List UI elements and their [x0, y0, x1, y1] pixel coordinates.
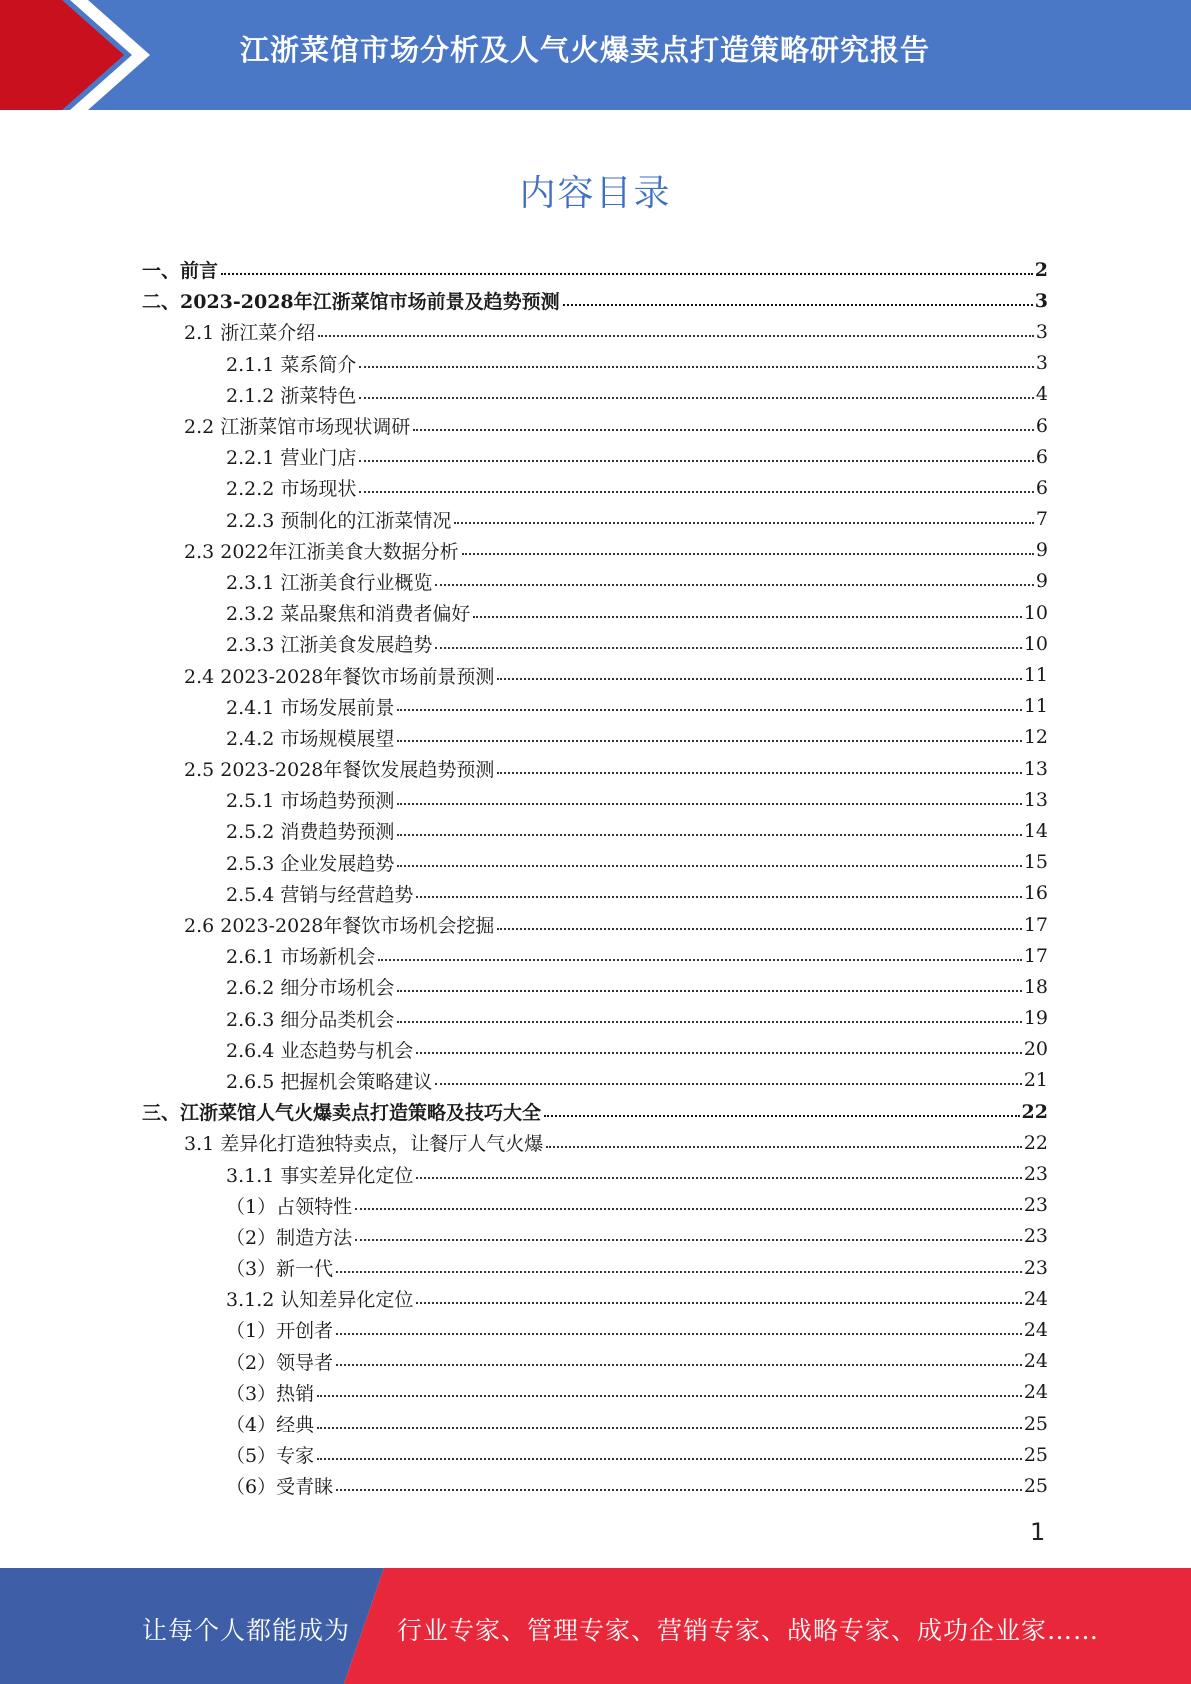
- toc-entry[interactable]: [142, 1252, 1048, 1283]
- toc-dot-leader: [497, 772, 1021, 774]
- toc-entry-label: （6）受青睐: [226, 1476, 334, 1499]
- toc-entry-label: 2.3 2022年江浙美食大数据分析: [184, 540, 459, 563]
- toc-entry-page: 24: [1023, 1350, 1048, 1373]
- toc-entry-label: 2.4 2023-2028年餐饮市场前景预测: [184, 665, 495, 688]
- toc-dot-leader: [413, 429, 1034, 431]
- toc-entry[interactable]: [142, 784, 1048, 815]
- toc-dot-leader: [378, 959, 1021, 961]
- toc-entry-label: 2.5.3 企业发展趋势: [226, 852, 395, 875]
- toc-entry-page: 24: [1023, 1381, 1048, 1404]
- toc-entry-label: （4）经典: [226, 1414, 315, 1437]
- toc-entry[interactable]: [142, 628, 1048, 659]
- toc-entry-label: 2.2.3 预制化的江浙菜情况: [226, 509, 452, 532]
- toc-entry-page: 2: [1034, 258, 1048, 281]
- toc-entry-page: 16: [1023, 882, 1048, 905]
- toc-entry-label: 2.5.4 营销与经营趋势: [226, 883, 414, 906]
- toc-entry[interactable]: [142, 1314, 1048, 1345]
- toc-entry-label: （2）领导者: [226, 1351, 334, 1374]
- toc-dot-leader: [416, 1302, 1021, 1304]
- toc-dot-leader: [435, 1083, 1021, 1085]
- toc-entry-page: 11: [1023, 695, 1048, 718]
- toc-entry[interactable]: [142, 504, 1048, 535]
- toc-entry[interactable]: [142, 971, 1048, 1002]
- toc-entry[interactable]: [142, 753, 1048, 784]
- toc-dot-leader: [416, 1177, 1021, 1179]
- toc-entry-label: 2.5.1 市场趋势预测: [226, 790, 395, 813]
- toc-entry[interactable]: [142, 316, 1048, 347]
- toc-entry-page: 7: [1035, 508, 1048, 531]
- toc-entry-label: （3）新一代: [226, 1258, 334, 1281]
- toc-entry-label: （3）热销: [226, 1382, 315, 1405]
- toc-entry[interactable]: [142, 1439, 1048, 1470]
- toc-entry-label: 2.6.2 细分市场机会: [226, 977, 395, 1000]
- toc-entry-label: 2.1.2 浙菜特色: [226, 384, 357, 407]
- toc-entry-label: （1）开创者: [226, 1320, 334, 1343]
- toc-entry-page: 6: [1035, 476, 1048, 499]
- toc-dot-leader: [397, 1021, 1021, 1023]
- toc-dot-leader: [318, 335, 1034, 337]
- toc-dot-leader: [497, 678, 1021, 680]
- toc-entry-label: 2.1 浙江菜介绍: [184, 322, 316, 345]
- toc-entry[interactable]: [142, 410, 1048, 441]
- toc-entry[interactable]: [142, 285, 1048, 316]
- toc-entry[interactable]: [142, 1158, 1048, 1189]
- toc-dot-leader: [336, 1364, 1022, 1366]
- toc-entry-page: 6: [1035, 414, 1048, 437]
- toc-entry-page: 10: [1023, 632, 1048, 655]
- toc-dot-leader: [397, 990, 1021, 992]
- toc-entry[interactable]: [142, 1377, 1048, 1408]
- toc-entry-page: 3: [1035, 352, 1048, 375]
- table-of-contents: [142, 254, 1048, 1502]
- header-title: 江浙菜馆市场分析及人气火爆卖点打造策略研究报告: [240, 33, 931, 67]
- footer-banner: [0, 1568, 1191, 1684]
- toc-entry-label: （1）占领特性: [226, 1195, 353, 1218]
- toc-entry-page: 23: [1023, 1194, 1048, 1217]
- toc-entry-page: 22: [1021, 1100, 1048, 1123]
- toc-entry[interactable]: [142, 722, 1048, 753]
- toc-entry-page: 24: [1023, 1287, 1048, 1310]
- toc-dot-leader: [317, 1395, 1022, 1397]
- toc-entry-page: 23: [1023, 1225, 1048, 1248]
- toc-entry-page: 23: [1023, 1163, 1048, 1186]
- toc-entry-page: 17: [1023, 944, 1048, 967]
- toc-entry-page: 9: [1035, 570, 1048, 593]
- toc-dot-leader: [359, 366, 1034, 368]
- toc-dot-leader: [336, 1489, 1022, 1491]
- toc-entry-label: 2.6.3 细分品类机会: [226, 1008, 395, 1031]
- toc-entry-page: 12: [1023, 726, 1048, 749]
- toc-entry-page: 19: [1023, 1007, 1048, 1030]
- toc-dot-leader: [397, 865, 1021, 867]
- toc-entry[interactable]: [142, 441, 1048, 472]
- toc-entry[interactable]: [142, 1034, 1048, 1065]
- toc-entry-page: 22: [1023, 1131, 1048, 1154]
- toc-entry-page: 17: [1023, 913, 1048, 936]
- toc-dot-leader: [359, 397, 1034, 399]
- toc-entry-label: 2.2.2 市场现状: [226, 478, 357, 501]
- toc-entry-page: 3: [1034, 289, 1048, 312]
- toc-entry-label: （5）专家: [226, 1445, 315, 1468]
- toc-entry-page: 13: [1023, 757, 1048, 780]
- toc-dot-leader: [336, 1271, 1022, 1273]
- toc-entry-label: 2.4.2 市场规模展望: [226, 727, 395, 750]
- toc-dot-leader: [397, 803, 1021, 805]
- toc-entry-label: 3.1 差异化打造独特卖点，让餐厅人气火爆: [184, 1133, 544, 1156]
- toc-entry[interactable]: [142, 348, 1048, 379]
- toc-entry-label: 3.1.2 认知差异化定位: [226, 1289, 414, 1312]
- toc-dot-leader: [473, 616, 1021, 618]
- toc-entry[interactable]: [142, 1065, 1048, 1096]
- toc-entry[interactable]: [142, 472, 1048, 503]
- toc-entry-page: 25: [1023, 1443, 1048, 1466]
- toc-entry[interactable]: [142, 1096, 1048, 1127]
- toc-dot-leader: [359, 460, 1034, 462]
- toc-entry-page: 9: [1035, 539, 1048, 562]
- toc-entry-page: 18: [1023, 975, 1048, 998]
- toc-entry[interactable]: [142, 1003, 1048, 1034]
- toc-entry-page: 11: [1023, 664, 1048, 687]
- toc-dot-leader: [435, 584, 1034, 586]
- toc-entry[interactable]: [142, 1283, 1048, 1314]
- toc-dot-leader: [317, 1427, 1022, 1429]
- toc-dot-leader: [355, 1239, 1022, 1241]
- toc-entry-page: 6: [1035, 445, 1048, 468]
- toc-dot-leader: [544, 1115, 1020, 1117]
- toc-dot-leader: [546, 1146, 1022, 1148]
- toc-entry-label: 2.2.1 营业门店: [226, 447, 357, 470]
- toc-entry[interactable]: [142, 379, 1048, 410]
- toc-entry-label: 一、前言: [142, 260, 219, 283]
- page-number: 1: [1030, 1518, 1046, 1546]
- toc-dot-leader: [435, 647, 1021, 649]
- toc-entry-page: 24: [1023, 1318, 1048, 1341]
- toc-entry[interactable]: [142, 659, 1048, 690]
- toc-dot-leader: [454, 522, 1034, 524]
- toc-entry-label: 2.4.1 市场发展前景: [226, 696, 395, 719]
- toc-dot-leader: [416, 1052, 1021, 1054]
- toc-entry[interactable]: [142, 1408, 1048, 1439]
- toc-dot-leader: [416, 896, 1021, 898]
- toc-entry[interactable]: [142, 878, 1048, 909]
- toc-entry[interactable]: [142, 691, 1048, 722]
- toc-dot-leader: [336, 1333, 1022, 1335]
- toc-dot-leader: [355, 1208, 1022, 1210]
- toc-dot-leader: [221, 273, 1033, 275]
- toc-entry[interactable]: [142, 815, 1048, 846]
- toc-entry-label: 2.3.2 菜品聚焦和消费者偏好: [226, 603, 471, 626]
- toc-entry[interactable]: [142, 1127, 1048, 1158]
- toc-dot-leader: [359, 491, 1034, 493]
- toc-entry-label: （2）制造方法: [226, 1226, 353, 1249]
- toc-entry-label: 2.6 2023-2028年餐饮市场机会挖掘: [184, 915, 495, 938]
- toc-entry[interactable]: [142, 847, 1048, 878]
- toc-title: 内容目录: [519, 173, 672, 214]
- toc-entry-page: 23: [1023, 1256, 1048, 1279]
- toc-entry-label: 2.3.3 江浙美食发展趋势: [226, 634, 433, 657]
- toc-entry-label: 二、2023-2028年江浙菜馆市场前景及趋势预测: [142, 291, 560, 314]
- toc-dot-leader: [397, 709, 1021, 711]
- header-banner: [0, 0, 1191, 110]
- toc-entry-label: 2.6.5 把握机会策略建议: [226, 1070, 433, 1093]
- toc-entry-label: 2.3.1 江浙美食行业概览: [226, 571, 433, 594]
- toc-entry-page: 4: [1035, 383, 1048, 406]
- toc-entry-page: 25: [1023, 1412, 1048, 1435]
- toc-entry[interactable]: [142, 1346, 1048, 1377]
- toc-entry-page: 21: [1023, 1069, 1048, 1092]
- toc-entry-label: 3.1.1 事实差异化定位: [226, 1164, 414, 1187]
- toc-entry[interactable]: [142, 1470, 1048, 1501]
- toc-dot-leader: [563, 304, 1033, 306]
- toc-entry-page: 20: [1023, 1038, 1048, 1061]
- toc-entry[interactable]: [142, 254, 1048, 285]
- toc-entry-page: 13: [1023, 788, 1048, 811]
- toc-dot-leader: [462, 553, 1034, 555]
- toc-entry[interactable]: [142, 1190, 1048, 1221]
- toc-entry-page: 15: [1023, 851, 1048, 874]
- toc-entry-label: 2.6.4 业态趋势与机会: [226, 1039, 414, 1062]
- footer-slogan-right: 行业专家、管理专家、营销专家、战略专家、成功企业家……: [397, 1616, 1100, 1645]
- toc-entry[interactable]: [142, 940, 1048, 971]
- toc-entry-page: 25: [1023, 1474, 1048, 1497]
- toc-dot-leader: [317, 1458, 1022, 1460]
- toc-entry[interactable]: [142, 566, 1048, 597]
- toc-entry-label: 2.2 江浙菜馆市场现状调研: [184, 416, 411, 439]
- toc-entry[interactable]: [142, 535, 1048, 566]
- toc-dot-leader: [397, 740, 1021, 742]
- footer-slogan-left: 让每个人都能成为: [142, 1616, 351, 1645]
- toc-entry-label: 三、江浙菜馆人气火爆卖点打造策略及技巧大全: [142, 1102, 542, 1125]
- toc-entry-page: 3: [1035, 320, 1048, 343]
- toc-entry-page: 10: [1023, 601, 1048, 624]
- toc-entry[interactable]: [142, 1221, 1048, 1252]
- toc-entry[interactable]: [142, 909, 1048, 940]
- toc-entry-label: 2.1.1 菜系简介: [226, 353, 357, 376]
- toc-entry-label: 2.5 2023-2028年餐饮发展趋势预测: [184, 759, 495, 782]
- toc-dot-leader: [397, 834, 1021, 836]
- toc-entry-page: 14: [1023, 819, 1048, 842]
- toc-entry-label: 2.5.2 消费趋势预测: [226, 821, 395, 844]
- toc-entry[interactable]: [142, 597, 1048, 628]
- toc-dot-leader: [497, 928, 1021, 930]
- toc-entry-label: 2.6.1 市场新机会: [226, 946, 376, 969]
